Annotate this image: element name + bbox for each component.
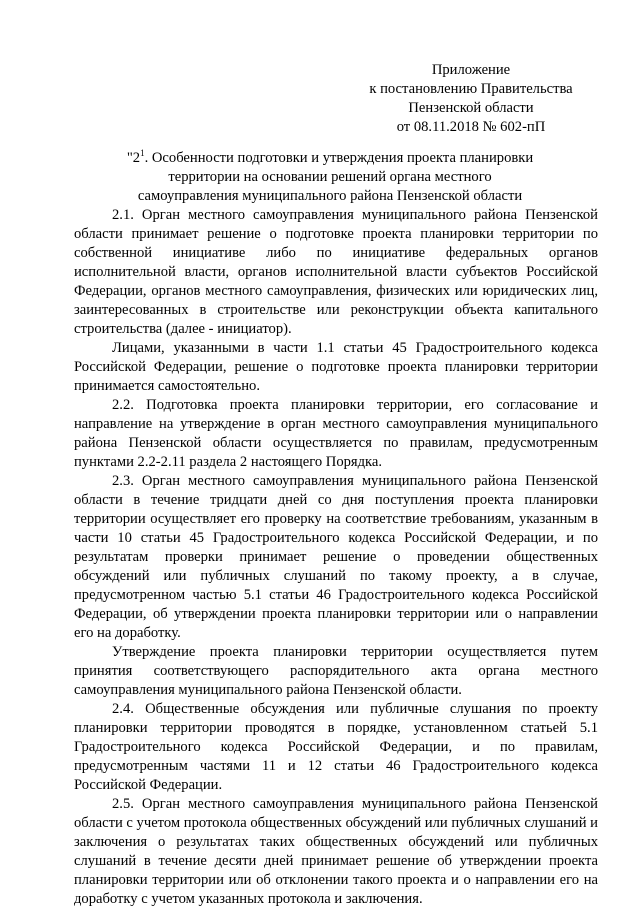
paragraph-approval: Утверждение проекта планировки территории осуществляется путем принятия соответствующего распорядительного акта органа местного самоуправления муниципального района Пензенской области. (74, 644, 598, 698)
paragraph-2-2: 2.2. Подготовка проекта планировки территории, его согласование и направление на утверждение в орган местного самоуправления муниципального района Пензенской области осуществляется по правилам, предусмотренным пунктами 2.2-2.11 раздела 2 настоящего Порядка. (74, 397, 598, 470)
paragraph-persons-1-1: Лицами, указанными в части 1.1 статьи 45 Градостроительного кодекса Российской Федерации, решение о подготовке проекта планировки территории принимается самостоятельно. (74, 340, 598, 394)
document-body (74, 206, 598, 909)
paragraph-2-5: 2.5. Орган местного самоуправления муниципального района Пензенской области с учетом протокола общественных обсуждений или публичных слушаний и заключения о результатах таких общественных обсуждений или публичных слушаний в течение десяти дней принимает решение об утверждении проекта планировки территории или об отклонении такого проекта и о направлении его на доработку с учетом указанных протокола и заключения. (74, 796, 598, 907)
heading-line-1-text: . Особенности подготовки и утверждения проекта планировки (144, 150, 534, 166)
appendix-date-number: от 08.11.2018 № 602-пП (396, 119, 546, 135)
paragraph-2-3: 2.3. Орган местного самоуправления муниципального района Пензенской области в течение тридцати дней со дня поступления проекта планировки территории осуществляет его проверку на соответствие требованиям, указанным в части 10 статьи 45 Градостроительного кодекса Российской Федерации, и по результатам проверки принимает решение о проведении общественных обсуждений или публичных слушаний по такому проекту, а в случае, предусмотренном частью 5.1 статьи 46 Градостроительного кодекса Российской Федерации, об утверждении проекта планировки территории или о направлении его на доработку. (74, 473, 598, 641)
heading-prefix: "2 (126, 150, 141, 166)
paragraph-2-4: 2.4. Общественные обсуждения или публичные слушания по проекту планировки территории проводятся в порядке, установленном статьей 5.1 Градостроительного кодекса Российской Федерации, и по правилам, предусмотренным частями 11 и 12 статьи 46 Градостроительного кодекса Российской Федерации. (74, 701, 598, 793)
appendix-reference: к постановлению Правительства (369, 81, 573, 97)
section-heading (100, 149, 560, 206)
appendix-block (345, 61, 597, 137)
paragraph-2-1: 2.1. Орган местного самоуправления муниципального района Пензенской области принимает решение о подготовке проекта планировки территории по собственной инициативе либо по инициативе федеральных органов исполнительной власти, органов исполнительной власти субъектов Российской Федерации, органов местного самоуправления, физических или юридических лиц, заинтересованных в строительстве или реконструкции объекта капитального строительства (далее - инициатор). (74, 207, 598, 337)
heading-line-3: самоуправления муниципального района Пензенской области (137, 188, 523, 204)
heading-line-2: территории на основании решений органа местного (168, 169, 492, 185)
appendix-title: Приложение (431, 62, 511, 78)
heading-superscript: 1 (140, 148, 145, 159)
appendix-region: Пензенской области (408, 100, 534, 116)
heading-line-1 (100, 149, 560, 168)
